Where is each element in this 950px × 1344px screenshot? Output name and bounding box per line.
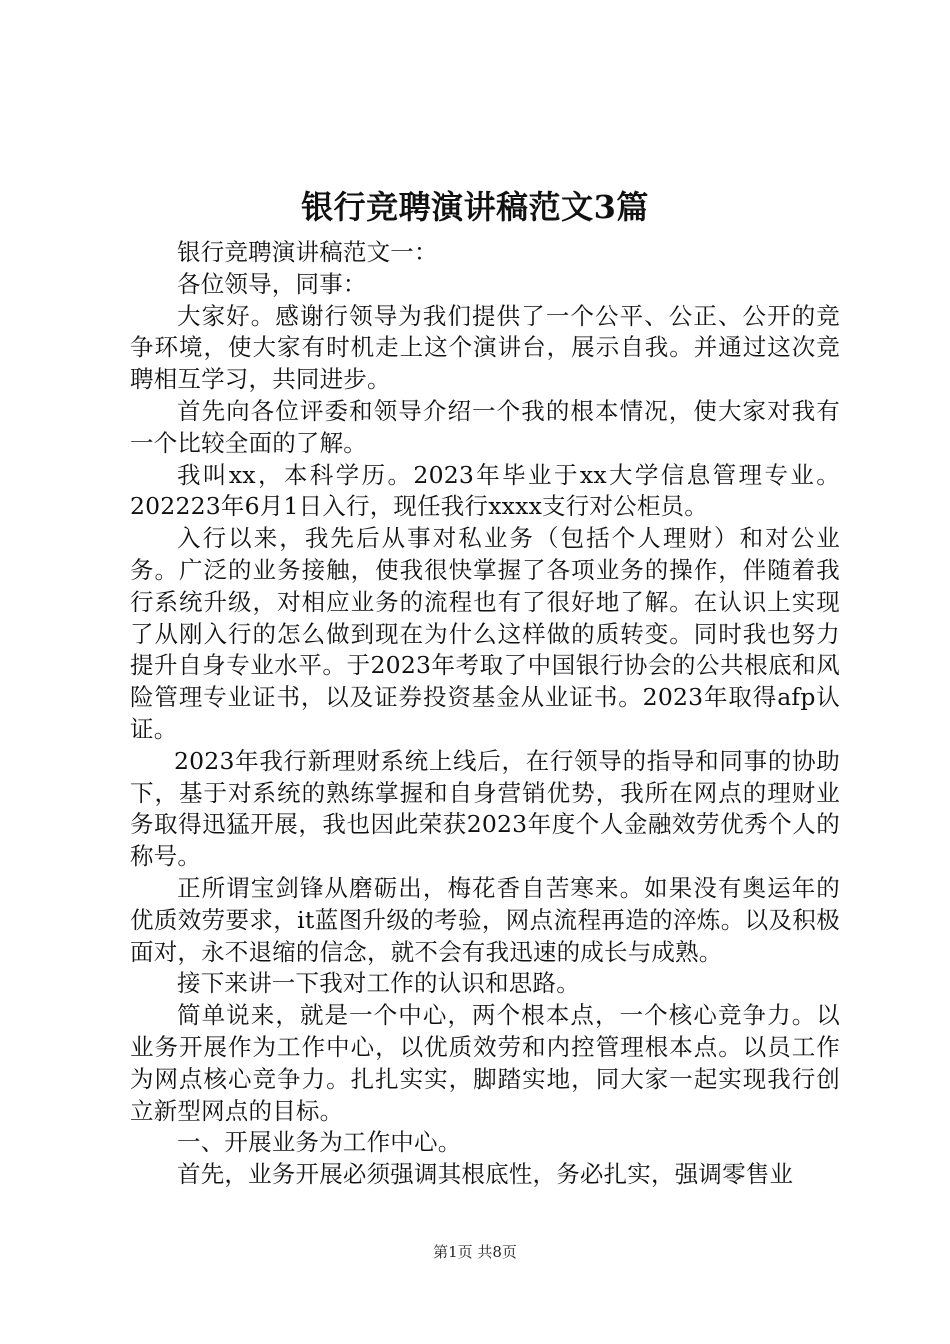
- paragraph: 大家好。感谢行领导为我们提供了一个公平、公正、公开的竞争环境，使大家有时机走上这个演讲台，展示自我。并通过这次竞聘相互学习，共同进步。: [130, 301, 840, 394]
- paragraph: 各位领导，同事：: [177, 269, 367, 298]
- paragraph: 银行竞聘演讲稿范文一：: [177, 238, 438, 266]
- paragraph: 接下来讲一下我对工作的认识和思路。: [177, 969, 580, 998]
- paragraph: 首先向各位评委和领导介绍一个我的根本情况，使大家对我有一个比较全面的了解。: [130, 396, 840, 457]
- paragraph: 2023年我行新理财系统上线后，在行领导的指导和同事的协助下，基于对系统的熟练掌握和自身营销优势，我所在网点的理财业务取得迅猛开展，我也因此荣获2023年度个人金融效劳优秀个人的称号。: [130, 746, 840, 871]
- paragraph: 简单说来，就是一个中心，两个根本点，一个核心竞争力。以业务开展作为工作中心，以优质效劳和内控管理根本点。以员工作为网点核心竞争力。扎扎实实，脚踏实地，同大家一起实现我行创立新型网点的目标。: [130, 1001, 840, 1125]
- document-body: [130, 237, 840, 1191]
- paragraph: 一、开展业务为工作中心。: [177, 1128, 462, 1157]
- paragraph: 正所谓宝剑锋从磨砺出，梅花香自苦寒来。如果没有奥运年的优质效劳要求，it蓝图升级的考验，网点流程再造的淬炼。以及积极面对，永不退缩的信念，就不会有我迅速的成长与成熟。: [130, 873, 840, 966]
- paragraph: 首先，业务开展必须强调其根底性，务必扎实，强调零售业: [177, 1160, 794, 1189]
- paragraph: 我叫xx，本科学历。2023年毕业于xx大学信息管理专业。202223年6月1日入行，现任我行xxxx支行对公柜员。: [130, 460, 840, 521]
- document-title: 银行竞聘演讲稿范文3篇: [301, 188, 649, 226]
- page-footer: 第1页 共8页: [433, 1243, 517, 1261]
- paragraph: 入行以来，我先后从事对私业务（包括个人理财）和对公业务。广泛的业务接触，使我很快掌握了各项业务的操作，伴随着我行系统升级，对相应业务的流程也有了很好地了解。在认识上实现了从刚入行的怎么做到现在为什么这样做的质转变。同时我也努力提升自身专业水平。于2023年考取了中国银行协会的公共根底和风险管理专业证书，以及证券投资基金从业证书。2023年取得afp认证。: [130, 524, 840, 743]
